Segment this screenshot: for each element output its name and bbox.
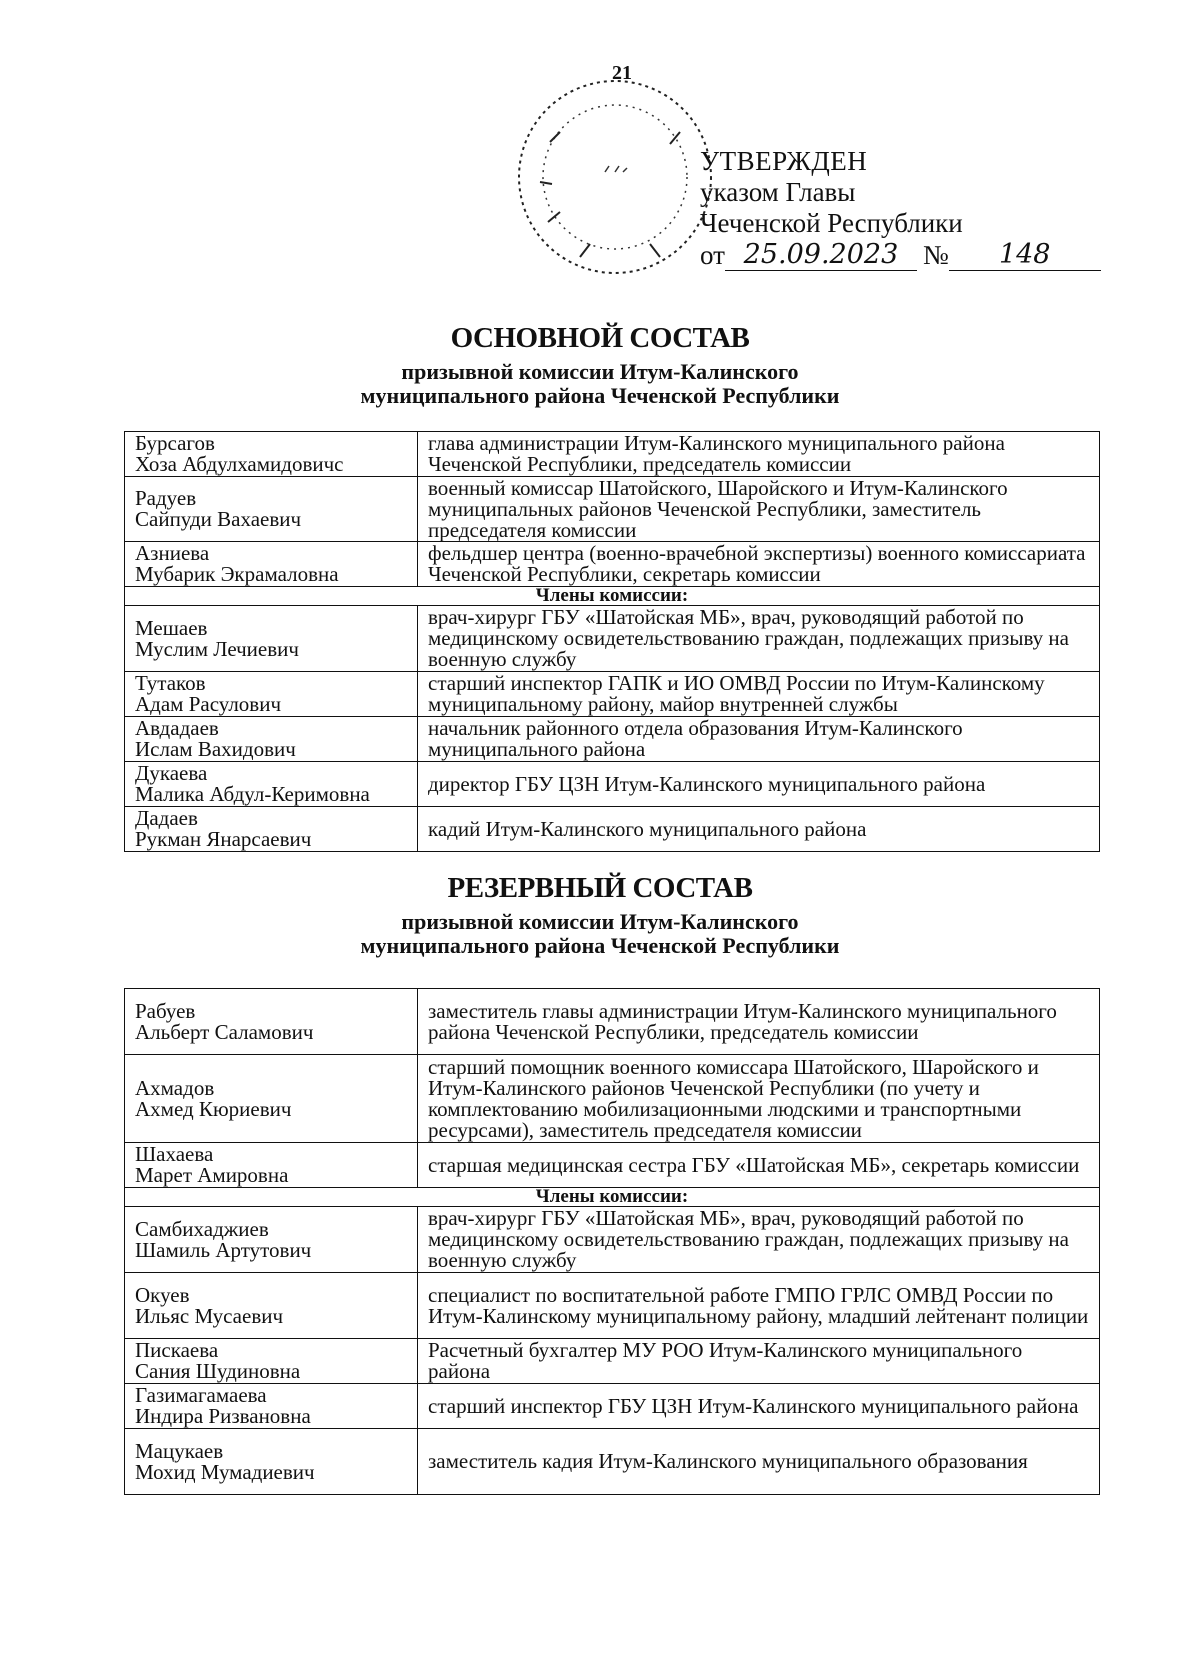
- member-name-cell: [125, 807, 418, 852]
- member-role: старший инспектор ГАПК и ИО ОМВД России по Итум-Калинскому муниципальному району, майор внутренней службы: [418, 672, 1100, 717]
- member-surname: Рабуев: [135, 998, 196, 1023]
- member-name-cell: [125, 1384, 418, 1429]
- member-surname: Дукаева: [135, 761, 208, 785]
- approval-title: УТВЕРЖДЕН: [700, 146, 868, 176]
- handwritten-date: 25.09.2023: [725, 239, 917, 271]
- member-role: Расчетный бухгалтер МУ РОО Итум-Калинского муниципального района: [418, 1339, 1100, 1384]
- member-surname: Авдадаев: [135, 716, 219, 740]
- member-role: директор ГБУ ЦЗН Итум-Калинского муниципального района: [418, 762, 1100, 807]
- member-surname: Окуев: [135, 1282, 190, 1307]
- member-given-name: Адам Расулович: [135, 692, 282, 716]
- member-role: старшая медицинская сестра ГБУ «Шатойская МБ», секретарь комиссии: [418, 1143, 1100, 1188]
- main-subtitle-line-2: муниципального района Чеченской Республики: [360, 383, 840, 408]
- member-role: врач-хирург ГБУ «Шатойская МБ», врач, руководящий работой по медицинскому освидетельствованию граждан, подлежащих призыву на военную службу: [418, 1207, 1100, 1273]
- approval-block: [700, 146, 1101, 271]
- member-name-cell: [125, 1273, 418, 1339]
- member-name-cell: [125, 1207, 418, 1273]
- member-surname: Азниева: [135, 541, 210, 565]
- member-name-cell: [125, 542, 418, 587]
- member-name-cell: [125, 672, 418, 717]
- member-surname: Бурсагов: [135, 431, 215, 455]
- member-surname: Радуев: [135, 486, 197, 510]
- member-given-name: Ахмед Кюриевич: [135, 1096, 292, 1121]
- member-given-name: Мубарик Экрамаловна: [135, 562, 339, 586]
- member-name-cell: [125, 989, 418, 1055]
- member-given-name: Хоза Абдулхамидовичс: [135, 452, 344, 476]
- table-row: [125, 1273, 1100, 1339]
- members-label: Члены комиссии:: [125, 1188, 1100, 1207]
- member-role: заместитель главы администрации Итум-Калинского муниципального района Чеченской Республики, председатель комиссии: [418, 989, 1100, 1055]
- member-given-name: Муслим Лечиевич: [135, 636, 299, 661]
- main-subtitle-line-1: призывной комиссии Итум-Калинского: [401, 359, 799, 384]
- member-name-cell: [125, 717, 418, 762]
- table-row: [125, 432, 1100, 477]
- member-name-cell: [125, 762, 418, 807]
- member-given-name: Малика Абдул-Керимовна: [135, 782, 370, 806]
- member-role: начальник районного отдела образования Итум-Калинского муниципального района: [418, 717, 1100, 762]
- member-given-name: Марет Амировна: [135, 1163, 289, 1187]
- member-role: военный комиссар Шатойского, Шаройского и Итум-Калинского муниципальных районов Чеченской Республики, заместитель председателя комиссии: [418, 477, 1100, 542]
- table-row: [125, 807, 1100, 852]
- reserve-composition-table: [124, 988, 1100, 1495]
- member-role: старший помощник военного комиссара Шатойского, Шаройского и Итум-Калинского районов Чеченской Республики (по учету и комплектованию мобилизационными людскими и транспортными ресурсами), заместитель председателя комиссии: [418, 1055, 1100, 1143]
- members-label: Члены комиссии:: [125, 587, 1100, 606]
- number-prefix: №: [922, 240, 949, 270]
- member-role: глава администрации Итум-Калинского муниципального района Чеченской Республики, председатель комиссии: [418, 432, 1100, 477]
- table-row: [125, 1429, 1100, 1495]
- table-row: [125, 1143, 1100, 1188]
- date-prefix: от: [700, 240, 725, 270]
- member-name-cell: [125, 477, 418, 542]
- member-given-name: Сания Шудиновна: [135, 1359, 301, 1383]
- member-name-cell: [125, 1339, 418, 1384]
- member-surname: Шахаева: [135, 1142, 214, 1166]
- member-given-name: Сайпуди Вахаевич: [135, 507, 302, 531]
- member-role: специалист по воспитательной работе ГМПО ГРЛС ОМВД России по Итум-Калинскому муниципальному району, младший лейтенант полиции: [418, 1273, 1100, 1339]
- member-role: кадий Итум-Калинского муниципального района: [418, 807, 1100, 852]
- member-surname: Газимагамаева: [135, 1383, 267, 1407]
- table-row: [125, 1207, 1100, 1273]
- member-given-name: Ильяс Мусаевич: [135, 1303, 284, 1328]
- member-surname: Пискаева: [135, 1338, 219, 1362]
- reserve-subtitle-line-1: призывной комиссии Итум-Калинского: [401, 909, 799, 934]
- main-composition-title: ОСНОВНОЙ СОСТАВ: [450, 322, 750, 354]
- table-row: [125, 1384, 1100, 1429]
- table-row: [125, 989, 1100, 1055]
- member-role: фельдшер центра (военно-врачебной экспертизы) военного комиссариата Чеченской Республики, секретарь комиссии: [418, 542, 1100, 587]
- member-surname: Дадаев: [135, 806, 198, 830]
- table-row: [125, 672, 1100, 717]
- member-role: врач-хирург ГБУ «Шатойская МБ», врач, руководящий работой по медицинскому освидетельствованию граждан, подлежащих призыву на военную службу: [418, 606, 1100, 672]
- table-row: [125, 606, 1100, 672]
- member-given-name: Альберт Саламович: [135, 1019, 314, 1044]
- member-given-name: Шамиль Артутович: [135, 1237, 312, 1262]
- table-row: [125, 1339, 1100, 1384]
- approval-date-line: [700, 239, 1101, 271]
- table-row: [125, 717, 1100, 762]
- member-surname: Тутаков: [135, 671, 206, 695]
- table-row: [125, 542, 1100, 587]
- table-row: [125, 762, 1100, 807]
- member-given-name: Мохид Мумадиевич: [135, 1459, 315, 1484]
- member-surname: Самбихаджиев: [135, 1216, 269, 1241]
- reserve-subtitle-line-2: муниципального района Чеченской Республики: [360, 933, 840, 958]
- member-role: заместитель кадия Итум-Калинского муниципального образования: [418, 1429, 1100, 1495]
- member-surname: Ахмадов: [135, 1075, 215, 1100]
- member-name-cell: [125, 1143, 418, 1188]
- main-composition-table: [124, 431, 1100, 852]
- approval-line-1: указом Главы: [700, 177, 856, 207]
- member-surname: Мацукаев: [135, 1438, 224, 1463]
- approval-line-2: Чеченской Республики: [700, 208, 963, 238]
- member-name-cell: [125, 432, 418, 477]
- member-name-cell: [125, 1055, 418, 1143]
- member-given-name: Индира Ризвановна: [135, 1404, 311, 1428]
- member-role: старший инспектор ГБУ ЦЗН Итум-Калинского муниципального района: [418, 1384, 1100, 1429]
- member-given-name: Ислам Вахидович: [135, 737, 296, 761]
- reserve-composition-title: РЕЗЕРВНЫЙ СОСТАВ: [447, 872, 753, 904]
- member-name-cell: [125, 606, 418, 672]
- member-name-cell: [125, 1429, 418, 1495]
- member-surname: Мешаев: [135, 615, 208, 640]
- handwritten-number: 148: [949, 239, 1101, 271]
- table-row: [125, 1055, 1100, 1143]
- members-header-row: [125, 587, 1100, 606]
- members-header-row: [125, 1188, 1100, 1207]
- table-row: [125, 477, 1100, 542]
- member-given-name: Рукман Янарсаевич: [135, 827, 312, 851]
- page-number: 21: [612, 62, 632, 84]
- official-seal-stamp: [510, 72, 720, 282]
